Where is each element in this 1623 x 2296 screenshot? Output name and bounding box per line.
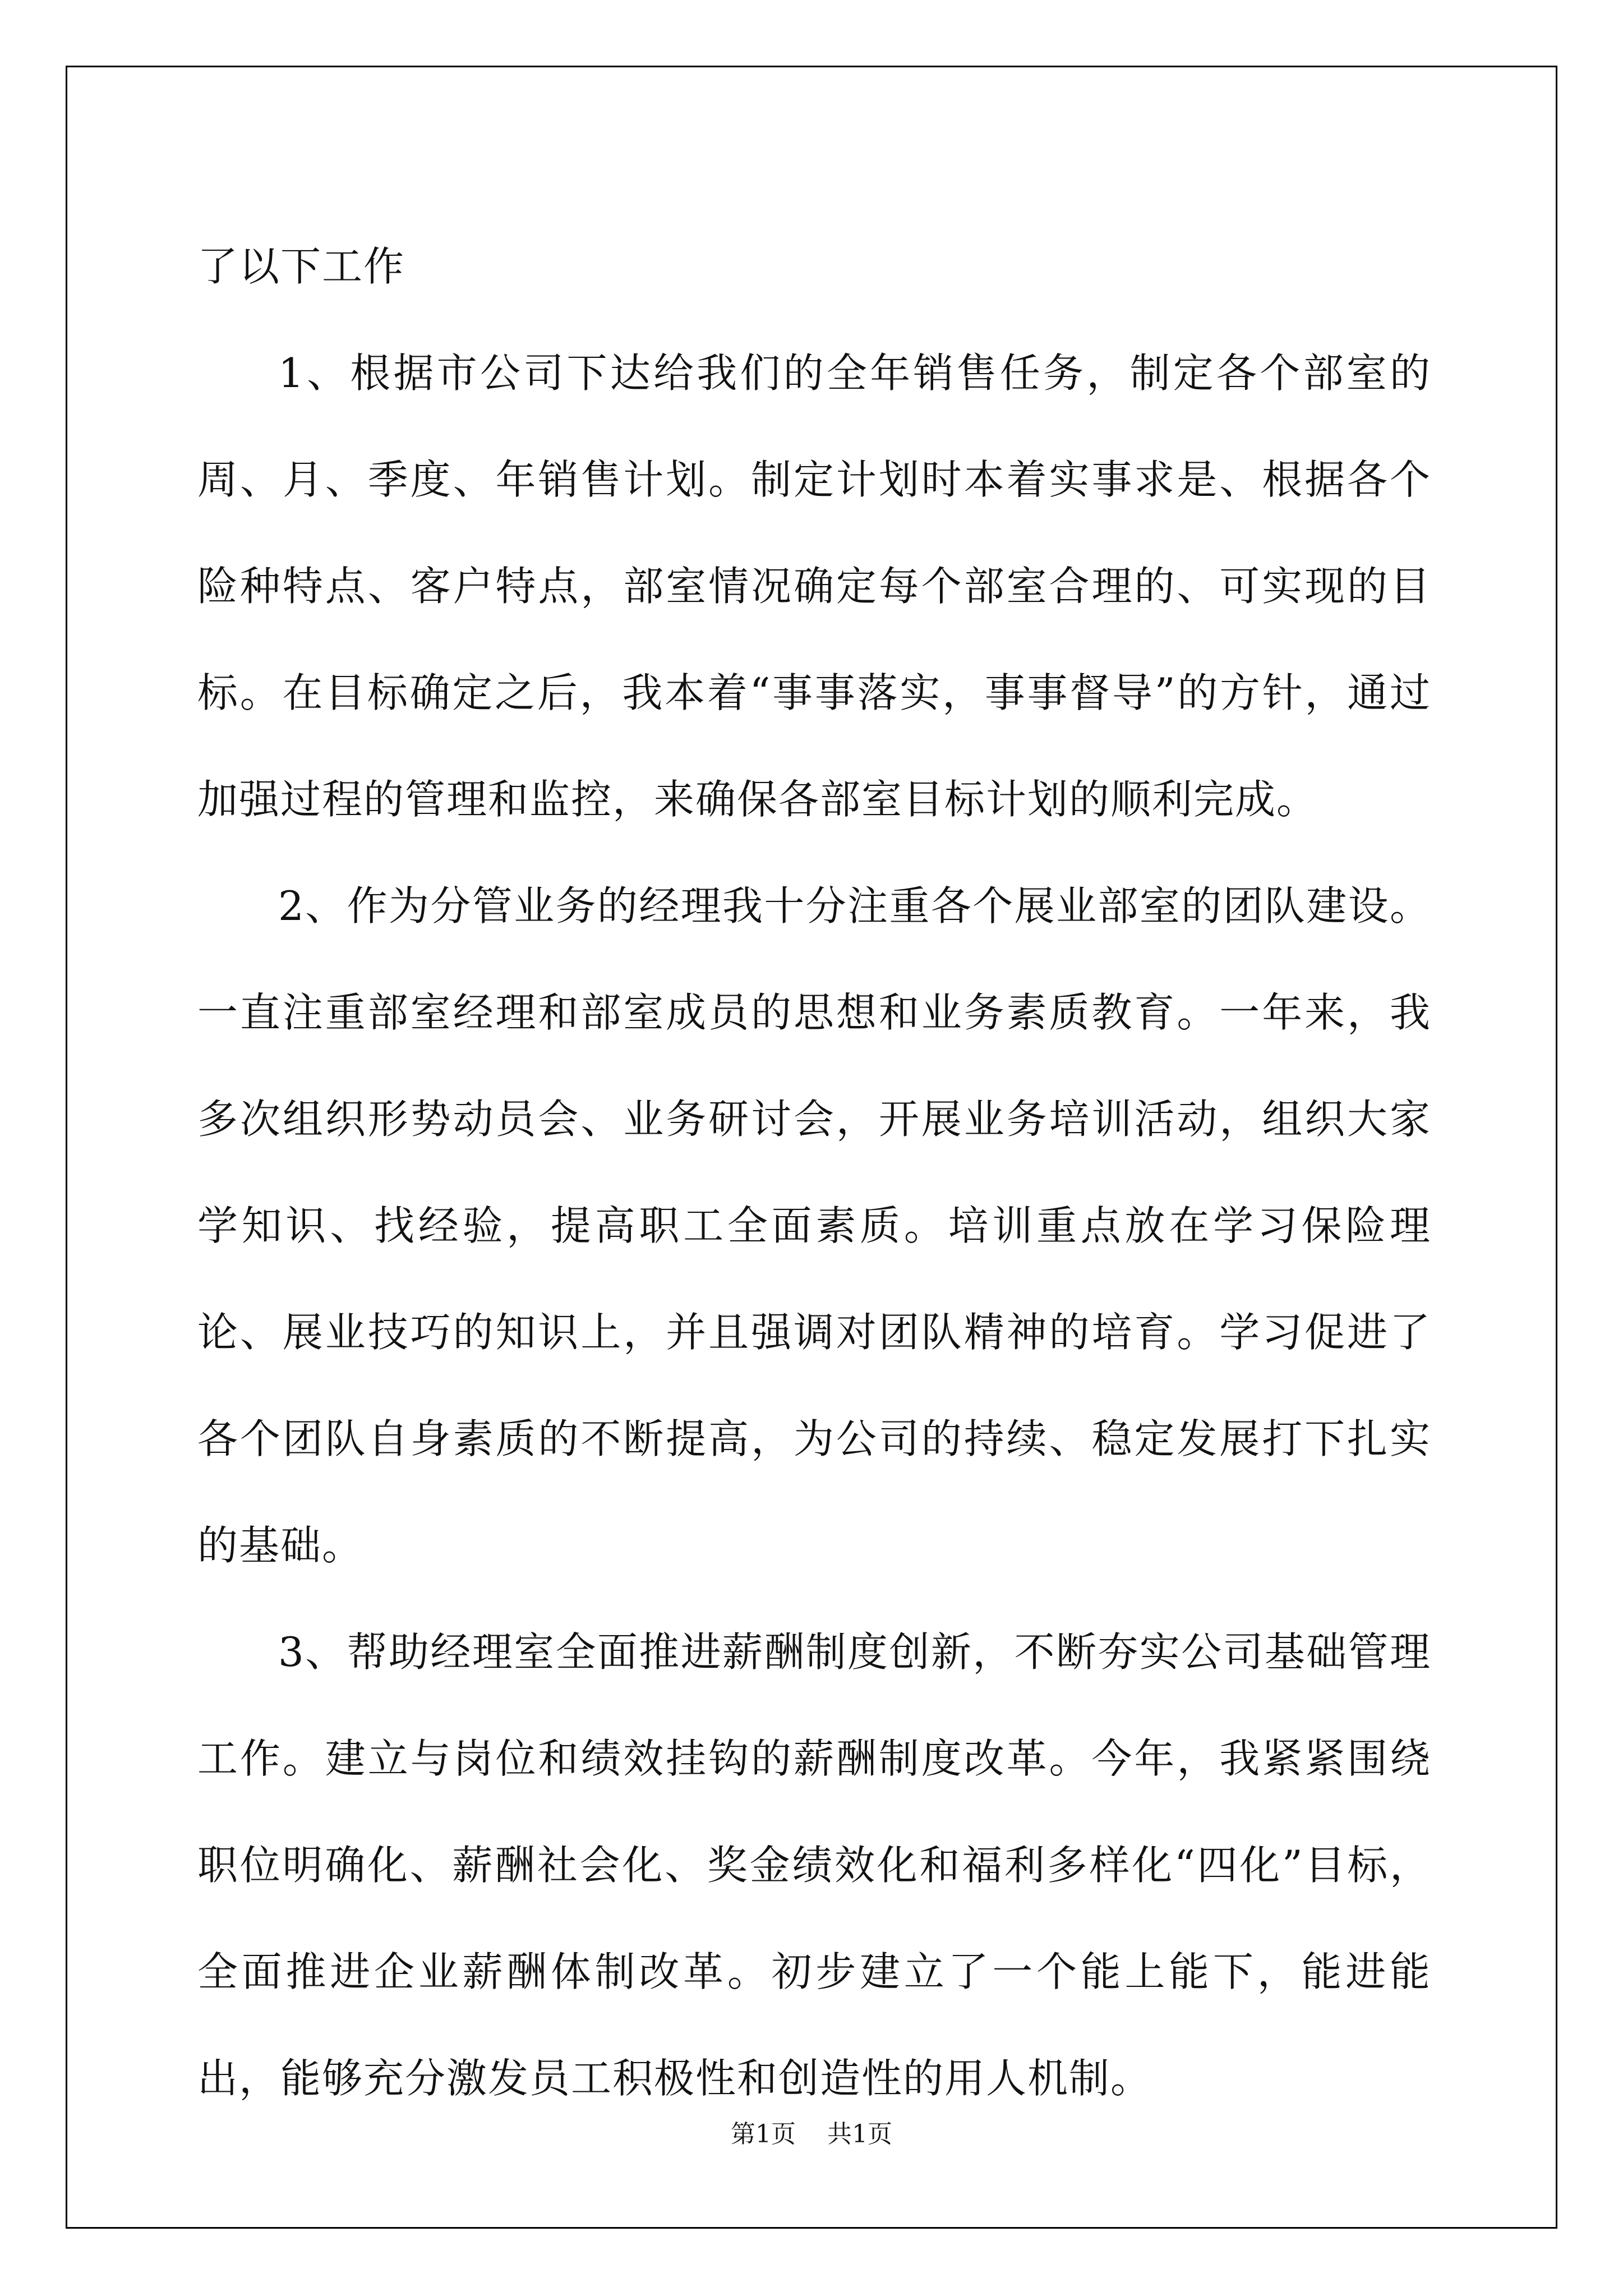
page-number-total: 共1页 bbox=[827, 2120, 892, 2148]
paragraph-item-1: 1、根据市公司下达给我们的全年销售任务，制定各个部室的周、月、季度、年销售计划。制定计划时本着实事求是、根据各个险种特点、客户特点，部室情况确定每个部室合理的、可实现的目标。在目标确定之后，我本着“事事落实，事事督导”的方针，通过加强过程的管理和监控，来确保各部室目标计划的顺利完成。 bbox=[197, 349, 1431, 823]
page-number-current: 第1页 bbox=[731, 2120, 796, 2148]
paragraph-item-2: 2、作为分管业务的经理我十分注重各个展业部室的团队建设。一直注重部室经理和部室成员的思想和业务素质教育。一年来，我多次组织形势动员会、业务研讨会，开展业务培训活动，组织大家学知识、找经验，提高职工全面素质。培训重点放在学习保险理论、展业技巧的知识上，并且强调对团队精神的培育。学习促进了各个团队自身素质的不断提高，为公司的持续、稳定发展打下扎实的基础。 bbox=[197, 882, 1431, 1569]
paragraph-continuation: 了以下工作 bbox=[197, 243, 405, 290]
document-body bbox=[197, 213, 1431, 2132]
paragraph-item-3: 3、帮助经理室全面推进薪酬制度创新，不断夯实公司基础管理工作。建立与岗位和绩效挂钩的薪酬制度改革。今年，我紧紧围绕职位明确化、薪酬社会化、奖金绩效化和福利多样化“四化”目标，全面推进企业薪酬体制改革。初步建立了一个能上能下，能进能出，能够充分激发员工积极性和创造性的用人机制。 bbox=[197, 1628, 1431, 2102]
page-footer bbox=[0, 2114, 1623, 2150]
